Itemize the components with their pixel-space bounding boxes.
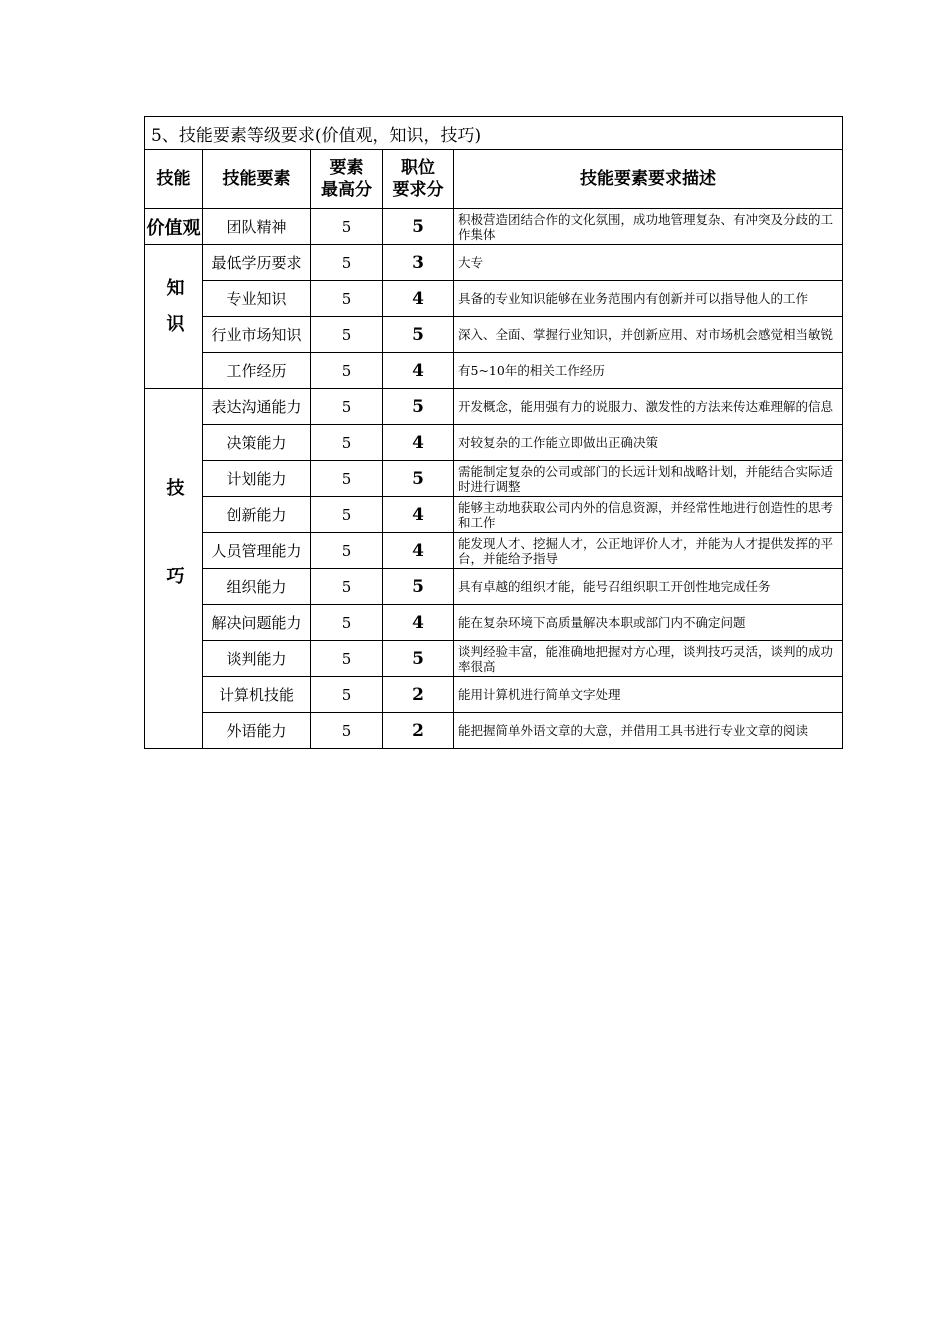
header-skill: 技能 (145, 150, 203, 209)
element-cell: 决策能力 (203, 425, 311, 461)
element-cell: 工作经历 (203, 353, 311, 389)
table-row (145, 497, 843, 533)
description-cell: 能够主动地获取公司内外的信息资源，并经常性地进行创造性的思考和工作 (454, 497, 843, 533)
element-cell: 外语能力 (203, 713, 311, 749)
element-cell: 团队精神 (203, 209, 311, 245)
description-cell: 深入、全面、掌握行业知识，并创新应用、对市场机会感觉相当敏锐 (454, 317, 843, 353)
header-required-score (383, 150, 454, 209)
required-score-cell: 5 (383, 569, 454, 605)
description-cell: 能把握简单外语文章的大意，并借用工具书进行专业文章的阅读 (454, 713, 843, 749)
max-score-cell: 5 (311, 209, 383, 245)
category-knowledge-label: 知识 (163, 278, 185, 350)
header-req-line1: 职位 (401, 158, 435, 178)
table-row (145, 605, 843, 641)
max-score-cell: 5 (311, 425, 383, 461)
description-cell: 有5~10年的相关工作经历 (454, 353, 843, 389)
max-score-cell: 5 (311, 281, 383, 317)
element-cell: 解决问题能力 (203, 605, 311, 641)
max-score-cell: 5 (311, 245, 383, 281)
required-score-cell: 2 (383, 713, 454, 749)
element-cell: 行业市场知识 (203, 317, 311, 353)
header-description: 技能要素要求描述 (454, 150, 843, 209)
category-skills (145, 389, 203, 749)
table-row (145, 533, 843, 569)
description-cell: 积极营造团结合作的文化氛围，成功地管理复杂、有冲突及分歧的工作集体 (454, 209, 843, 245)
element-cell: 创新能力 (203, 497, 311, 533)
skill-requirements-table (144, 116, 843, 749)
category-values: 价值观 (145, 209, 203, 245)
required-score-cell: 4 (383, 497, 454, 533)
element-cell: 计划能力 (203, 461, 311, 497)
max-score-cell: 5 (311, 389, 383, 425)
max-score-cell: 5 (311, 713, 383, 749)
description-cell: 开发概念，能用强有力的说服力、激发性的方法来传达难理解的信息 (454, 389, 843, 425)
table-row (145, 209, 843, 245)
description-cell: 具有卓越的组织才能，能号召组织职工开创性地完成任务 (454, 569, 843, 605)
description-cell: 需能制定复杂的公司或部门的长远计划和战略计划，并能结合实际适时进行调整 (454, 461, 843, 497)
table-row (145, 641, 843, 677)
max-score-cell: 5 (311, 497, 383, 533)
description-cell: 对较复杂的工作能立即做出正确决策 (454, 425, 843, 461)
table-row (145, 281, 843, 317)
max-score-cell: 5 (311, 461, 383, 497)
max-score-cell: 5 (311, 641, 383, 677)
table-row (145, 425, 843, 461)
header-max-score (311, 150, 383, 209)
element-cell: 组织能力 (203, 569, 311, 605)
category-knowledge (145, 245, 203, 389)
element-cell: 人员管理能力 (203, 533, 311, 569)
element-cell: 计算机技能 (203, 677, 311, 713)
required-score-cell: 5 (383, 209, 454, 245)
description-cell: 具备的专业知识能够在业务范围内有创新并可以指导他人的工作 (454, 281, 843, 317)
table-row (145, 713, 843, 749)
required-score-cell: 5 (383, 317, 454, 353)
description-cell: 能发现人才、挖掘人才，公正地评价人才，并能为人才提供发挥的平台，并能给予指导 (454, 533, 843, 569)
description-cell: 能在复杂环境下高质量解决本职或部门内不确定问题 (454, 605, 843, 641)
max-score-cell: 5 (311, 569, 383, 605)
table-title: 5、技能要素等级要求(价值观，知识，技巧) (145, 117, 843, 150)
required-score-cell: 5 (383, 461, 454, 497)
category-skills-label: 技巧 (163, 478, 185, 654)
required-score-cell: 3 (383, 245, 454, 281)
header-element: 技能要素 (203, 150, 311, 209)
element-cell: 谈判能力 (203, 641, 311, 677)
max-score-cell: 5 (311, 533, 383, 569)
table-row (145, 245, 843, 281)
table-row (145, 353, 843, 389)
required-score-cell: 4 (383, 605, 454, 641)
required-score-cell: 5 (383, 389, 454, 425)
max-score-cell: 5 (311, 677, 383, 713)
header-row (145, 150, 843, 209)
description-cell: 大专 (454, 245, 843, 281)
table-row (145, 461, 843, 497)
table-row (145, 317, 843, 353)
required-score-cell: 4 (383, 425, 454, 461)
element-cell: 最低学历要求 (203, 245, 311, 281)
element-cell: 表达沟通能力 (203, 389, 311, 425)
description-cell: 能用计算机进行简单文字处理 (454, 677, 843, 713)
max-score-cell: 5 (311, 317, 383, 353)
description-cell: 谈判经验丰富，能准确地把握对方心理，谈判技巧灵活，谈判的成功率很高 (454, 641, 843, 677)
required-score-cell: 2 (383, 677, 454, 713)
header-max-line2: 最高分 (321, 180, 372, 200)
required-score-cell: 4 (383, 533, 454, 569)
required-score-cell: 4 (383, 281, 454, 317)
required-score-cell: 5 (383, 641, 454, 677)
max-score-cell: 5 (311, 353, 383, 389)
table-row (145, 389, 843, 425)
title-row (145, 117, 843, 150)
header-req-line2: 要求分 (392, 180, 444, 200)
element-cell: 专业知识 (203, 281, 311, 317)
max-score-cell: 5 (311, 605, 383, 641)
table-row (145, 677, 843, 713)
required-score-cell: 4 (383, 353, 454, 389)
header-max-line1: 要素 (329, 158, 364, 178)
table-row (145, 569, 843, 605)
